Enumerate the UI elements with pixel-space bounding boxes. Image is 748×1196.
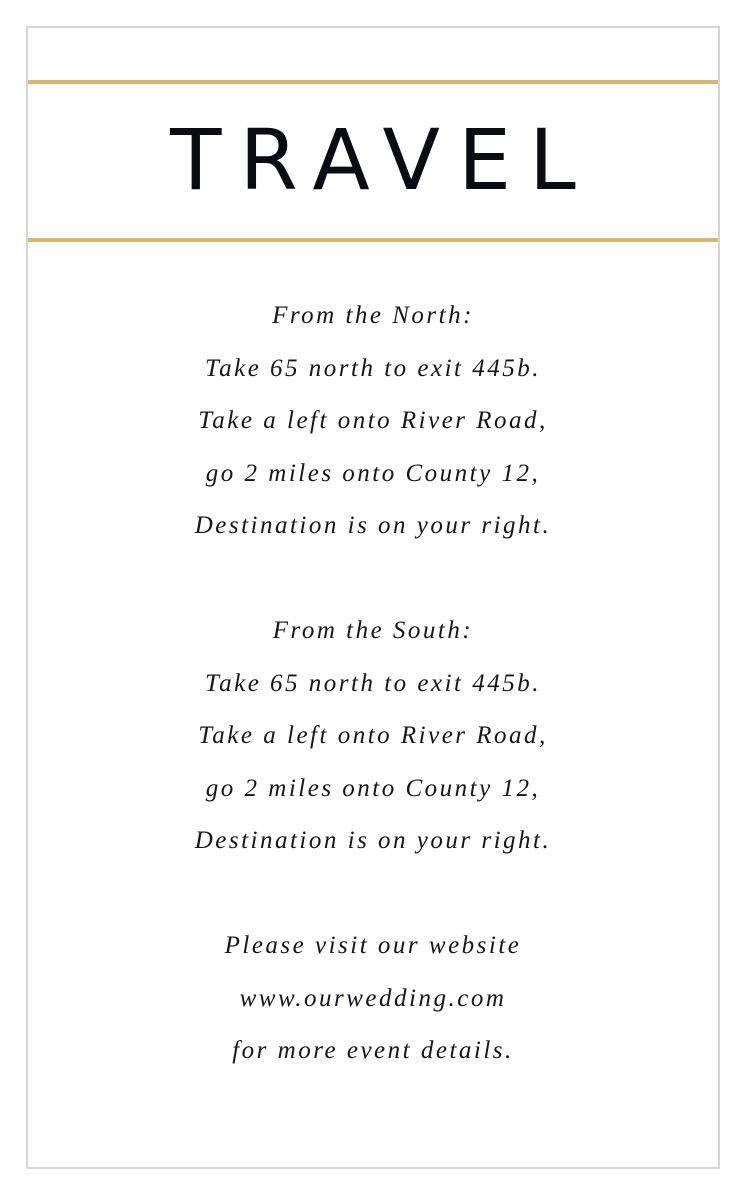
closing-line: for more event details.	[232, 1037, 514, 1064]
directions-text	[28, 290, 718, 1078]
south-line: go 2 miles onto County 12,	[205, 774, 541, 802]
section-spacer	[28, 553, 718, 606]
north-line: Destination is on your right.	[194, 512, 552, 539]
north-line: Take a left onto River Road,	[198, 407, 548, 434]
south-line: Destination is on your right.	[194, 827, 552, 854]
south-line: Take 65 north to exit 445b.	[204, 669, 541, 697]
north-line: Take 65 north to exit 445b.	[204, 354, 541, 382]
south-line: Take a left onto River Road,	[198, 722, 548, 749]
north-line: go 2 miles onto County 12,	[205, 459, 541, 487]
card-title: TRAVEL	[170, 111, 594, 209]
section-spacer	[28, 868, 718, 921]
bottom-gold-rule	[28, 238, 718, 242]
travel-card	[26, 26, 720, 1169]
top-gold-rule	[28, 80, 718, 84]
website-url: www.ourwedding.com	[239, 984, 507, 1012]
north-heading: From the North:	[272, 302, 474, 329]
south-heading: From the South:	[272, 617, 474, 644]
closing-line: Please visit our website	[224, 932, 522, 959]
